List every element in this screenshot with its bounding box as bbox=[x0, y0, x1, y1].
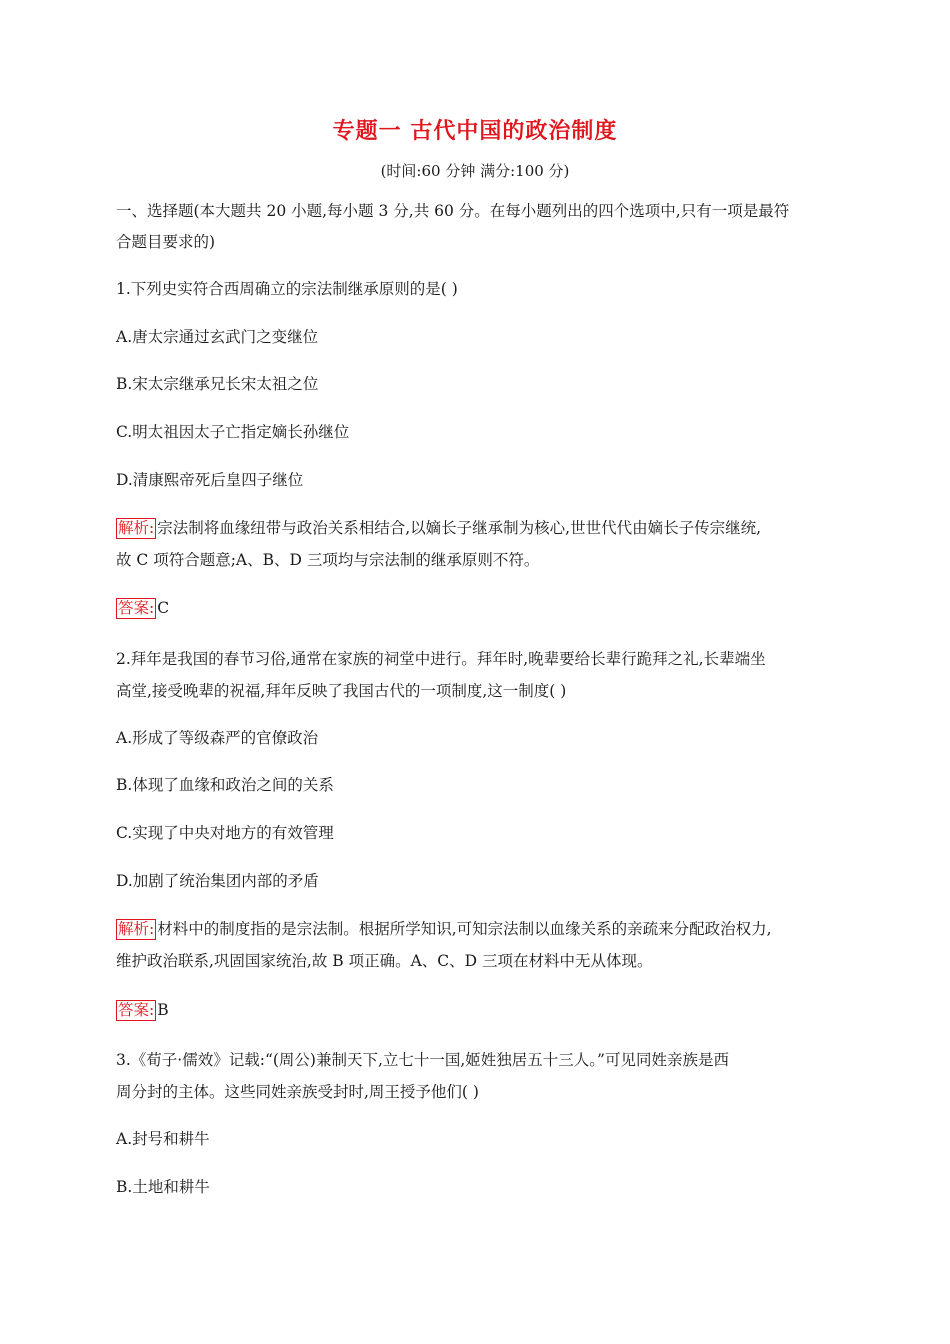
question-2-option-a: A.形成了等级森严的官僚政治 bbox=[116, 729, 319, 747]
question-2-stem-line-1: 2.拜年是我国的春节习俗,通常在家族的祠堂中进行。拜年时,晚辈要给长辈行跪拜之礼,长辈端坐 bbox=[116, 650, 766, 668]
analysis-text: 宗法制将血缘纽带与政治关系相结合,以嫡长子继承制为核心,世世代代由嫡长子传宗继统, bbox=[157, 519, 762, 537]
question-2-option-d: D.加剧了统治集团内部的矛盾 bbox=[116, 872, 319, 890]
answer-value: C bbox=[157, 599, 170, 617]
question-1-option-b: B.宋太宗继承兄长宋太祖之位 bbox=[116, 375, 319, 393]
analysis-label: 解析: bbox=[118, 920, 155, 938]
answer-label: 答案: bbox=[118, 1001, 155, 1019]
question-1-answer bbox=[116, 597, 836, 619]
question-2-answer bbox=[116, 999, 836, 1021]
question-2-analysis-line-1 bbox=[116, 918, 836, 940]
document-title: 专题一 古代中国的政治制度 bbox=[332, 119, 618, 144]
question-1-option-a: A.唐太宗通过玄武门之变继位 bbox=[116, 328, 319, 346]
question-2-stem-line-2: 高堂,接受晚辈的祝福,拜年反映了我国古代的一项制度,这一制度( ) bbox=[116, 682, 567, 700]
question-3-stem-line-2: 周分封的主体。这些同姓亲族受封时,周王授予他们( ) bbox=[116, 1083, 479, 1101]
exam-time-score: (时间:60 分钟 满分:100 分) bbox=[380, 162, 570, 180]
answer-value: B bbox=[157, 1001, 169, 1019]
question-3-option-b: B.土地和耕牛 bbox=[116, 1178, 210, 1196]
question-3-stem-line-1: 3.《荀子·儒效》记载:“(周公)兼制天下,立七十一国,姬姓独居五十三人。”可见同姓亲族是西 bbox=[116, 1051, 729, 1069]
question-1-analysis-line-1 bbox=[116, 517, 836, 539]
question-2-analysis-line-2: 维护政治联系,巩固国家统治,故 B 项正确。A、C、D 三项在材料中无从体现。 bbox=[116, 952, 653, 970]
section-instructions-line-2: 合题目要求的) bbox=[116, 233, 216, 251]
question-1-option-c: C.明太祖因太子亡指定嫡长孙继位 bbox=[116, 423, 350, 441]
answer-label: 答案: bbox=[118, 599, 155, 617]
question-1-stem: 1.下列史实符合西周确立的宗法制继承原则的是( ) bbox=[116, 280, 458, 298]
question-2-option-b: B.体现了血缘和政治之间的关系 bbox=[116, 776, 334, 794]
analysis-text: 材料中的制度指的是宗法制。根据所学知识,可知宗法制以血缘关系的亲疏来分配政治权力, bbox=[157, 920, 772, 938]
question-1-analysis-line-2: 故 C 项符合题意;A、B、D 三项均与宗法制的继承原则不符。 bbox=[116, 551, 540, 569]
analysis-label: 解析: bbox=[118, 519, 155, 537]
question-2-option-c: C.实现了中央对地方的有效管理 bbox=[116, 824, 334, 842]
question-1-option-d: D.清康熙帝死后皇四子继位 bbox=[116, 471, 304, 489]
question-3-option-a: A.封号和耕牛 bbox=[116, 1130, 210, 1148]
section-instructions-line-1: 一、选择题(本大题共 20 小题,每小题 3 分,共 60 分。在每小题列出的四个选项中,只有一项是最符 bbox=[116, 202, 790, 220]
